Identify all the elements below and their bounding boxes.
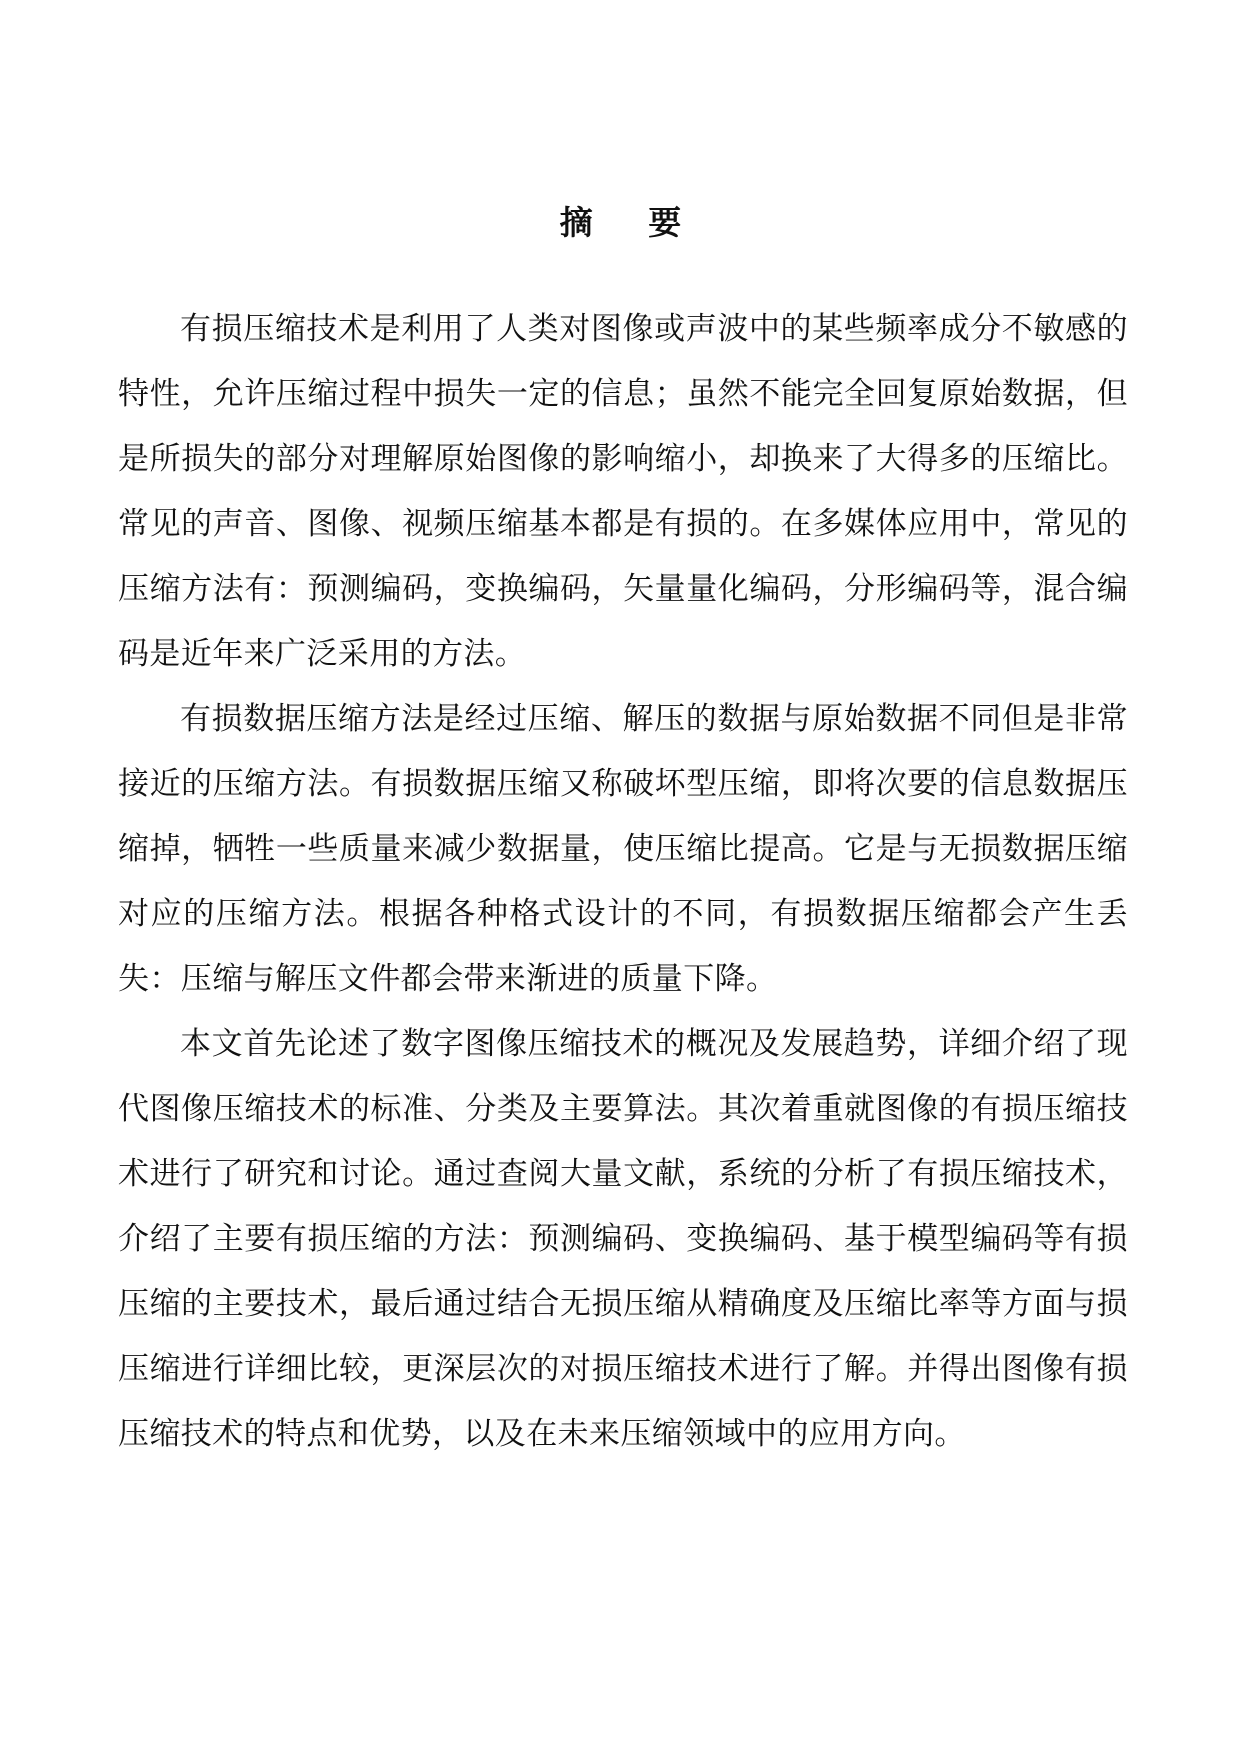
abstract-title: 摘 要: [559, 203, 704, 242]
abstract-paragraph-2: 有损数据压缩方法是经过压缩、解压的数据与原始数据不同但是非常接近的压缩方法。有损数据压缩又称破坏型压缩，即将次要的信息数据压缩掉，牺牲一些质量来减少数据量，使压缩比提高。它是与无损数据压缩对应的压缩方法。根据各种格式设计的不同，有损数据压缩都会产生丢失：压缩与解压文件都会带来渐进的质量下降。: [118, 701, 1128, 997]
abstract-paragraph-1: 有损压缩技术是利用了人类对图像或声波中的某些频率成分不敏感的特性，允许压缩过程中损失一定的信息；虽然不能完全回复原始数据，但是所损失的部分对理解原始图像的影响缩小，却换来了大得多的压缩比。常见的声音、图像、视频压缩基本都是有损的。在多媒体应用中，常见的压缩方法有：预测编码，变换编码，矢量量化编码，分形编码等，混合编码是近年来广泛采用的方法。: [118, 311, 1128, 672]
abstract-paragraph-3: 本文首先论述了数字图像压缩技术的概况及发展趋势，详细介绍了现代图像压缩技术的标准、分类及主要算法。其次着重就图像的有损压缩技术进行了研究和讨论。通过查阅大量文献，系统的分析了有损压缩技术，介绍了主要有损压缩的方法：预测编码、变换编码、基于模型编码等有损压缩的主要技术，最后通过结合无损压缩从精确度及压缩比率等方面与损压缩进行详细比较，更深层次的对损压缩技术进行了解。并得出图像有损压缩技术的特点和优势，以及在未来压缩领域中的应用方向。: [118, 1026, 1128, 1452]
abstract-body: [118, 297, 1128, 1467]
